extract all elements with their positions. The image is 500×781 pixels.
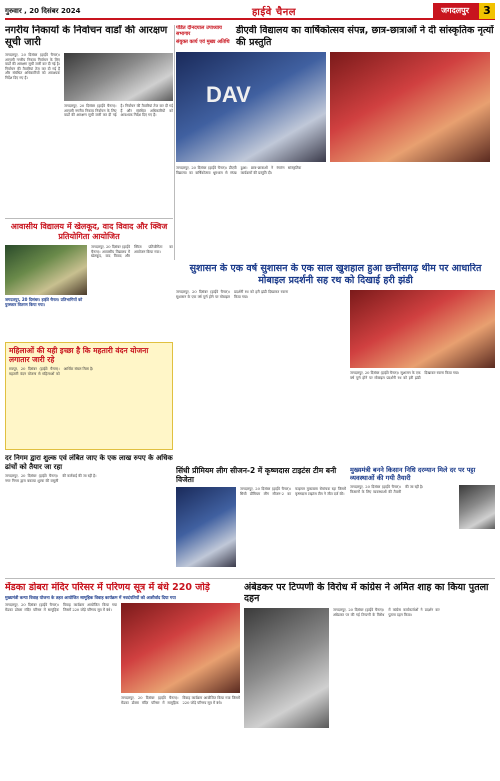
article-body-continued: जगदलपुर, 20 दिसंबर (हाईवे चैनल)। सुशासन के एक वर्ष पूर्ण होने पर मोबाइल प्रदर्शनी रथ को हरी झंडी दिखाकर रवाना किया गया। bbox=[350, 371, 460, 380]
headline: सुशासन के एक वर्ष सुशासन के एक साल खुशहाल हुआ छत्तीसगढ़ थीम पर आधारित मोबाइल प्रदर्शनी सह रथ को दिखाई हरी झंडी bbox=[189, 263, 482, 286]
article-photo bbox=[64, 53, 173, 101]
headline: आवासीय विद्यालय में खेलकूद, वाद विवाद और क्विज प्रतियोगिता आयोजित bbox=[10, 222, 168, 241]
article-ambedkar-protest bbox=[244, 582, 495, 777]
masthead bbox=[5, 4, 495, 20]
article-school-competition bbox=[5, 222, 173, 340]
article-body: जगदलपुर, 20 दिसंबर (हाईवे चैनल)। मेंडका डोबरा मंदिर परिसर में सामूहिक विवाह कार्यक्रम आयोजित किया गया जिसमें 220 जोड़े परिणय सूत्र में बंधे। bbox=[5, 603, 117, 612]
page-number: 3 bbox=[479, 3, 495, 19]
article-good-governance bbox=[176, 263, 495, 463]
portrait-photo bbox=[459, 485, 495, 529]
article-body-continued: जगदलपुर, 20 दिसंबर (हाईवे चैनल)। आगामी नगरीय निकाय निर्वाचन के लिए वार्डों की आरक्षण सूची जारी कर दी गई है। निर्वाचन की तैयारियां तेज कर दी गई हैं और संबंधित अधिकारियों को आवश्यक निर्देश दिए गए हैं। bbox=[64, 104, 173, 118]
headline: मुख्यमंत्री बनने किसान निधि दरम्यान मिले दर पर पट्टा व्यवस्थाओं की गयी तैयारी bbox=[350, 466, 476, 482]
masthead-right bbox=[433, 3, 495, 19]
article-farmers bbox=[350, 466, 495, 576]
article-body: रायपुर, 20 दिसंबर (हाईवे चैनल)। महतारी वंदन योजना से महिलाओं को आर्थिक संबल मिला है। bbox=[9, 367, 94, 376]
headline: नगरीय निकायों के निर्वाचन वार्डों की आरक्षण सूची जारी bbox=[5, 25, 168, 48]
headline: सिंधी प्रीमियम लीग सीजन-2 में कृष्णदास टाइटंस टीम बनी विजेता bbox=[176, 466, 337, 484]
article-photo bbox=[5, 245, 87, 295]
sub-headline: मुख्यमंत्री कन्या विवाह योजना के तहत आयोजित सामूहिक विवाह कार्यक्रम में नवदंपतियों को आशीर्वाद दिया गया bbox=[5, 595, 176, 600]
article-body: जगदलपुर, 20 दिसंबर (हाईवे चैनल)। आगामी नगरीय निकाय निर्वाचन के लिए वार्डों की आरक्षण सूची जारी कर दी गई है। निर्वाचन की तैयारियां तेज कर दी गई हैं और संबंधित अधिकारियों को आवश्यक निर्देश दिए गए हैं। bbox=[5, 53, 60, 80]
article-photo bbox=[350, 290, 495, 368]
article-sindhi-league bbox=[176, 466, 346, 576]
divider bbox=[174, 25, 175, 260]
divider bbox=[5, 218, 173, 219]
divider bbox=[5, 578, 495, 579]
article-body-continued: जगदलपुर, 20 दिसंबर (हाईवे चैनल)। मेंडका डोबरा मंदिर परिसर में सामूहिक विवाह कार्यक्रम आयोजित किया गया जिसमें 220 जोड़े परिणय सूत्र में बंधे। bbox=[121, 696, 240, 705]
article-body: जगदलपुर, 20 दिसंबर (हाईवे चैनल)। नगर निगम द्वारा बकाया शुल्क की वसूली की कार्रवाई की जा रही है। bbox=[5, 474, 97, 483]
article-photo bbox=[176, 52, 326, 162]
article-mass-marriage bbox=[5, 582, 240, 777]
headline: मेंडका डोबरा मंदिर परिसर में परिणय सूत्र में बंधे 220 जोड़े bbox=[5, 582, 210, 593]
article-body: जगदलपुर, 20 दिसंबर (हाईवे चैनल)। अंबेडकर पर की गई टिप्पणी के विरोध में कांग्रेस कार्यकर्ताओं ने प्रदर्शन कर पुतला दहन किया। bbox=[333, 608, 440, 617]
article-mahtari-vandan bbox=[5, 342, 173, 450]
issue-date: गुरुवार , 20 दिसंबर 2024 bbox=[5, 6, 81, 15]
article-photo bbox=[121, 603, 240, 693]
article-dav-annual bbox=[176, 25, 495, 260]
headline: दर निगम द्वारा शुल्क एवं लंबित जाए के एक लाख रुपए के अधिक ढांचों को तैयार जा रहा bbox=[5, 454, 173, 471]
city-label: जगदलपुर bbox=[433, 3, 479, 19]
kicker-2: संयुक्त कार्य एवं मुख्य अतिथि bbox=[176, 39, 230, 45]
article-body: जगदलपुर, 20 दिसंबर (हाईवे चैनल)। आवासीय विद्यालय में खेलकूद, वाद विवाद और क्विज प्रतियोगिता का आयोजन किया गया। bbox=[91, 245, 173, 259]
article-photo bbox=[176, 487, 236, 567]
article-nagar-nigam bbox=[5, 454, 173, 574]
article-body: जगदलपुर, 20 दिसंबर (हाईवे चैनल)। किसानों के लिए व्यवस्थाओं की तैयारी की जा रही है। bbox=[350, 485, 424, 494]
article-body: जगदलपुर, 20 दिसंबर (हाईवे चैनल)। सुशासन के एक वर्ष पूर्ण होने पर मोबाइल प्रदर्शनी रथ को हरी झंडी दिखाकर रवाना किया गया। bbox=[176, 290, 288, 299]
article-photo bbox=[244, 608, 329, 728]
article-body: जगदलपुर, 20 दिसंबर (हाईवे चैनल)। डीएवी विद्यालय का वार्षिकोत्सव धूमधाम से संपन्न हुआ। छात्र-छात्राओं ने रंगारंग सांस्कृतिक कार्यक्रमों की प्रस्तुति दी। bbox=[176, 166, 302, 175]
article-body: जगदलपुर, 20 दिसंबर (हाईवे चैनल)। सिंधी प्रीमियम लीग सीजन-2 का फाइनल मुकाबला रोमांचक रहा जिसमें कृष्णदास टाइटंस टीम ने जीत दर्ज की। bbox=[240, 487, 346, 496]
article-photo-2 bbox=[330, 52, 490, 162]
headline: डीएवी विद्यालय का वार्षिकोत्सव संपन्न, छात्र-छात्राओं ने दी सांस्कृतिक नृत्यों की प्रस्तुति bbox=[236, 25, 494, 48]
kicker: पंडित दीनदयाल उपाध्याय सभागार bbox=[176, 25, 222, 37]
photo-caption: जगदलपुर, 20 दिसंबर। हाईवे चैनल। प्रतिभागियों को पुरस्कार वितरण किया गया। bbox=[5, 297, 83, 307]
headline: महिलाओं की यही इच्छा है कि महतारी वंदन योजना लगातार जारी रहे bbox=[9, 346, 149, 364]
paper-title: हाईवे चैनल bbox=[252, 7, 297, 18]
headline: अंबेडकर पर टिप्पणी के विरोध में कांग्रेस ने अमित शाह का किया पुतला दहन bbox=[244, 582, 489, 604]
photo-banner-text: DAV bbox=[206, 82, 251, 107]
article-ward-reservation bbox=[5, 25, 173, 215]
